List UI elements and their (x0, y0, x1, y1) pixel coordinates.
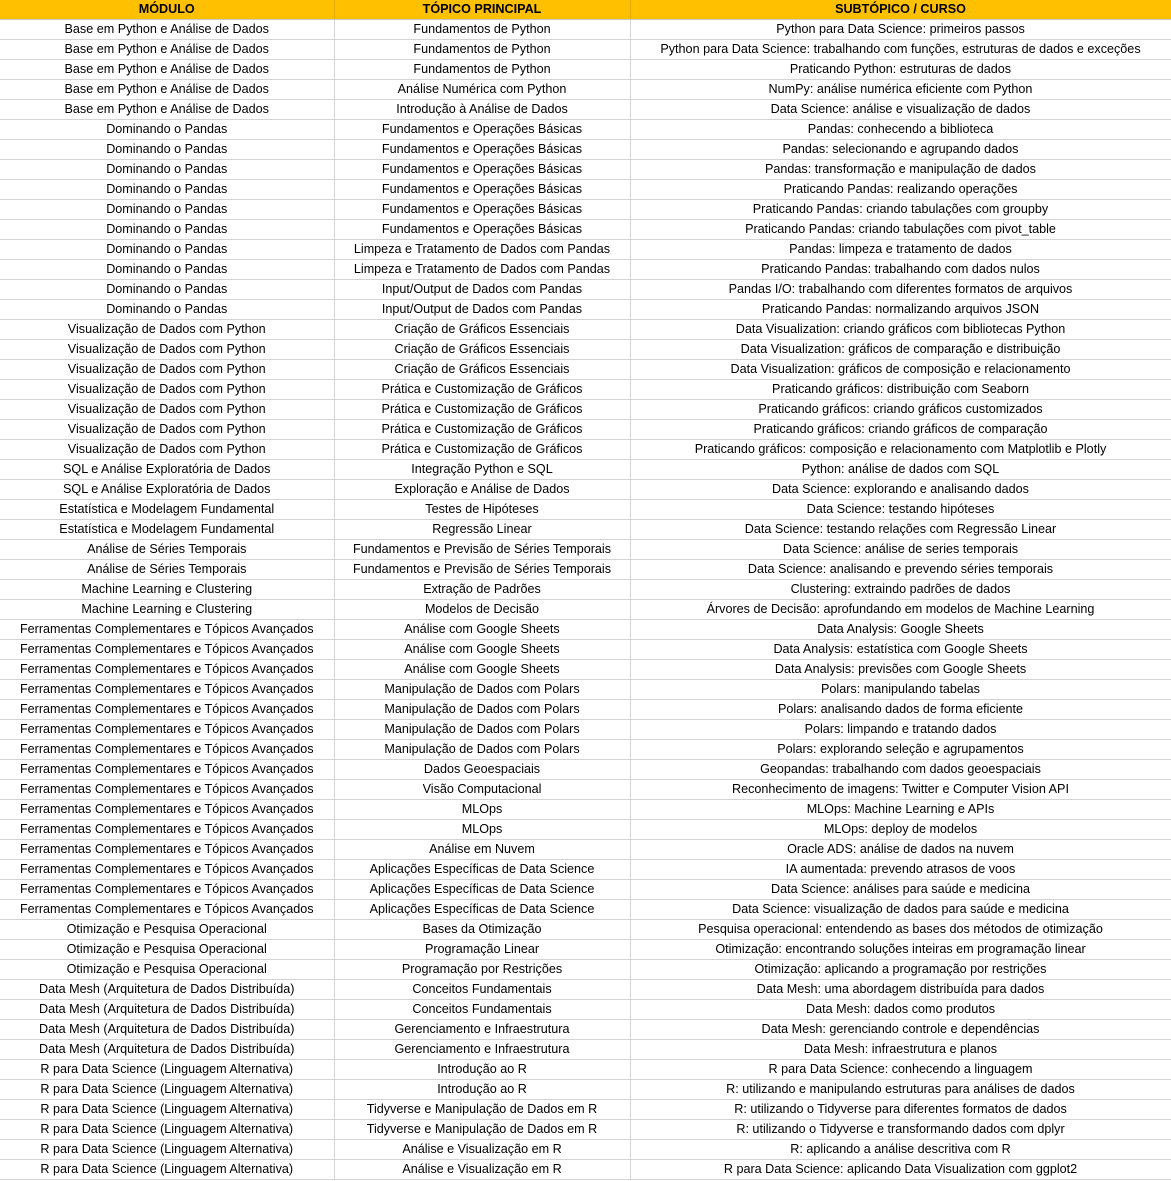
cell-modulo[interactable]: R para Data Science (Linguagem Alternativa) (0, 1060, 334, 1080)
cell-modulo[interactable]: Base em Python e Análise de Dados (0, 100, 334, 120)
cell-topico[interactable]: Extração de Padrões (334, 580, 630, 600)
cell-subtopico[interactable]: Data Science: análises para saúde e medicina (630, 880, 1171, 900)
table-row (0, 1040, 1171, 1060)
cell-topico[interactable]: Aplicações Específicas de Data Science (334, 900, 630, 920)
cell-modulo[interactable]: Ferramentas Complementares e Tópicos Avançados (0, 660, 334, 680)
cell-topico[interactable]: Limpeza e Tratamento de Dados com Pandas (334, 260, 630, 280)
table-row (0, 520, 1171, 540)
table-row (0, 640, 1171, 660)
cell-topico[interactable]: Gerenciamento e Infraestrutura (334, 1020, 630, 1040)
cell-topico[interactable]: Fundamentos e Operações Básicas (334, 220, 630, 240)
table-row (0, 880, 1171, 900)
cell-modulo[interactable]: Data Mesh (Arquitetura de Dados Distribuída) (0, 1040, 334, 1060)
cell-topico[interactable]: Fundamentos e Previsão de Séries Temporais (334, 560, 630, 580)
cell-topico[interactable]: Manipulação de Dados com Polars (334, 720, 630, 740)
table-row (0, 1160, 1171, 1180)
cell-subtopico[interactable]: Data Mesh: gerenciando controle e dependências (630, 1020, 1171, 1040)
cell-topico[interactable]: Prática e Customização de Gráficos (334, 400, 630, 420)
table-row (0, 980, 1171, 1000)
cell-topico[interactable]: Fundamentos de Python (334, 20, 630, 40)
cell-modulo[interactable]: Base em Python e Análise de Dados (0, 80, 334, 100)
cell-modulo[interactable]: Base em Python e Análise de Dados (0, 40, 334, 60)
table-row (0, 360, 1171, 380)
table-row (0, 960, 1171, 980)
table-row (0, 80, 1171, 100)
cell-subtopico[interactable]: Praticando gráficos: criando gráficos customizados (630, 400, 1171, 420)
cell-modulo[interactable]: Machine Learning e Clustering (0, 600, 334, 620)
cell-topico[interactable]: MLOps (334, 800, 630, 820)
header-row (0, 0, 1171, 20)
cell-modulo[interactable]: Dominando o Pandas (0, 280, 334, 300)
cell-topico[interactable]: Análise com Google Sheets (334, 660, 630, 680)
cell-modulo[interactable]: R para Data Science (Linguagem Alternativa) (0, 1140, 334, 1160)
cell-topico[interactable]: Análise com Google Sheets (334, 620, 630, 640)
table-row (0, 40, 1171, 60)
table-row (0, 280, 1171, 300)
table-row (0, 1000, 1171, 1020)
table-row (0, 600, 1171, 620)
table-row (0, 900, 1171, 920)
cell-modulo[interactable]: Ferramentas Complementares e Tópicos Avançados (0, 900, 334, 920)
cell-modulo[interactable]: Análise de Séries Temporais (0, 560, 334, 580)
table-row (0, 320, 1171, 340)
table-row (0, 780, 1171, 800)
table-row (0, 540, 1171, 560)
cell-topico[interactable]: Prática e Customização de Gráficos (334, 380, 630, 400)
cell-modulo[interactable]: Ferramentas Complementares e Tópicos Avançados (0, 640, 334, 660)
table-row (0, 340, 1171, 360)
cell-modulo[interactable]: Visualização de Dados com Python (0, 380, 334, 400)
cell-subtopico[interactable]: Pandas: conhecendo a biblioteca (630, 120, 1171, 140)
cell-subtopico[interactable]: Data Science: análise e visualização de dados (630, 100, 1171, 120)
cell-topico[interactable]: Prática e Customização de Gráficos (334, 420, 630, 440)
table-row (0, 620, 1171, 640)
cell-topico[interactable]: Integração Python e SQL (334, 460, 630, 480)
header-modulo[interactable]: MÓDULO (0, 0, 334, 20)
cell-topico[interactable]: Conceitos Fundamentais (334, 1000, 630, 1020)
cell-topico[interactable]: Fundamentos e Operações Básicas (334, 200, 630, 220)
table-row (0, 800, 1171, 820)
cell-modulo[interactable]: Otimização e Pesquisa Operacional (0, 920, 334, 940)
cell-modulo[interactable]: Otimização e Pesquisa Operacional (0, 960, 334, 980)
cell-modulo[interactable]: Visualização de Dados com Python (0, 400, 334, 420)
table-row (0, 180, 1171, 200)
cell-topico[interactable]: Fundamentos de Python (334, 60, 630, 80)
cell-topico[interactable]: Criação de Gráficos Essenciais (334, 360, 630, 380)
cell-topico[interactable]: Introdução ao R (334, 1060, 630, 1080)
table-row (0, 400, 1171, 420)
cell-topico[interactable]: Aplicações Específicas de Data Science (334, 880, 630, 900)
cell-subtopico[interactable]: Data Science: analisando e prevendo séries temporais (630, 560, 1171, 580)
cell-modulo[interactable]: Data Mesh (Arquitetura de Dados Distribuída) (0, 1000, 334, 1020)
table-row (0, 140, 1171, 160)
cell-modulo[interactable]: R para Data Science (Linguagem Alternativa) (0, 1080, 334, 1100)
cell-modulo[interactable]: Ferramentas Complementares e Tópicos Avançados (0, 620, 334, 640)
cell-modulo[interactable]: Ferramentas Complementares e Tópicos Avançados (0, 800, 334, 820)
table-row (0, 660, 1171, 680)
cell-subtopico[interactable]: Otimização: aplicando a programação por restrições (630, 960, 1171, 980)
cell-modulo[interactable]: Ferramentas Complementares e Tópicos Avançados (0, 720, 334, 740)
cell-topico[interactable]: Fundamentos de Python (334, 40, 630, 60)
table-row (0, 100, 1171, 120)
cell-subtopico[interactable]: IA aumentada: prevendo atrasos de voos (630, 860, 1171, 880)
cell-topico[interactable]: Aplicações Específicas de Data Science (334, 860, 630, 880)
cell-modulo[interactable]: Análise de Séries Temporais (0, 540, 334, 560)
cell-subtopico[interactable]: Data Science: explorando e analisando dados (630, 480, 1171, 500)
cell-topico[interactable]: Gerenciamento e Infraestrutura (334, 1040, 630, 1060)
cell-subtopico[interactable]: Data Mesh: infraestrutura e planos (630, 1040, 1171, 1060)
table-row (0, 680, 1171, 700)
cell-modulo[interactable]: Dominando o Pandas (0, 180, 334, 200)
cell-subtopico[interactable]: R: aplicando a análise descritiva com R (630, 1140, 1171, 1160)
cell-subtopico[interactable]: NumPy: análise numérica eficiente com Python (630, 80, 1171, 100)
cell-subtopico[interactable]: Praticando Pandas: trabalhando com dados nulos (630, 260, 1171, 280)
cell-subtopico[interactable]: Data Analysis: estatística com Google Sheets (630, 640, 1171, 660)
cell-modulo[interactable]: Dominando o Pandas (0, 240, 334, 260)
cell-topico[interactable]: Criação de Gráficos Essenciais (334, 320, 630, 340)
cell-modulo[interactable]: SQL e Análise Exploratória de Dados (0, 480, 334, 500)
table-row (0, 920, 1171, 940)
table-row (0, 1080, 1171, 1100)
cell-topico[interactable]: Fundamentos e Operações Básicas (334, 140, 630, 160)
table-row (0, 20, 1171, 40)
cell-modulo[interactable]: Visualização de Dados com Python (0, 360, 334, 380)
cell-subtopico[interactable]: Clustering: extraindo padrões de dados (630, 580, 1171, 600)
cell-topico[interactable]: Análise em Nuvem (334, 840, 630, 860)
cell-topico[interactable]: MLOps (334, 820, 630, 840)
cell-topico[interactable]: Input/Output de Dados com Pandas (334, 300, 630, 320)
cell-topico[interactable]: Visão Computacional (334, 780, 630, 800)
cell-modulo[interactable]: Ferramentas Complementares e Tópicos Avançados (0, 780, 334, 800)
cell-subtopico[interactable]: Pandas: limpeza e tratamento de dados (630, 240, 1171, 260)
cell-topico[interactable]: Análise com Google Sheets (334, 640, 630, 660)
cell-topico[interactable]: Bases da Otimização (334, 920, 630, 940)
cell-modulo[interactable]: R para Data Science (Linguagem Alternativa) (0, 1100, 334, 1120)
cell-topico[interactable]: Prática e Customização de Gráficos (334, 440, 630, 460)
cell-modulo[interactable]: Dominando o Pandas (0, 200, 334, 220)
cell-modulo[interactable]: Ferramentas Complementares e Tópicos Avançados (0, 820, 334, 840)
table-row (0, 1100, 1171, 1120)
cell-topico[interactable]: Manipulação de Dados com Polars (334, 740, 630, 760)
cell-subtopico[interactable]: Data Mesh: uma abordagem distribuída para dados (630, 980, 1171, 1000)
cell-topico[interactable]: Fundamentos e Operações Básicas (334, 180, 630, 200)
cell-subtopico[interactable]: Praticando Pandas: criando tabulações com groupby (630, 200, 1171, 220)
cell-modulo[interactable]: Visualização de Dados com Python (0, 440, 334, 460)
cell-subtopico[interactable]: Data Science: testando hipóteses (630, 500, 1171, 520)
cell-subtopico[interactable]: Geopandas: trabalhando com dados geoespaciais (630, 760, 1171, 780)
cell-subtopico[interactable]: Data Visualization: criando gráficos com bibliotecas Python (630, 320, 1171, 340)
cell-subtopico[interactable]: R: utilizando e manipulando estruturas para análises de dados (630, 1080, 1171, 1100)
cell-modulo[interactable]: R para Data Science (Linguagem Alternativa) (0, 1120, 334, 1140)
table-row (0, 200, 1171, 220)
cell-modulo[interactable]: Ferramentas Complementares e Tópicos Avançados (0, 760, 334, 780)
cell-subtopico[interactable]: Pandas I/O: trabalhando com diferentes formatos de arquivos (630, 280, 1171, 300)
cell-topico[interactable]: Fundamentos e Previsão de Séries Temporais (334, 540, 630, 560)
cell-subtopico[interactable]: Python: análise de dados com SQL (630, 460, 1171, 480)
cell-subtopico[interactable]: R para Data Science: conhecendo a linguagem (630, 1060, 1171, 1080)
cell-subtopico[interactable]: Praticando Pandas: normalizando arquivos JSON (630, 300, 1171, 320)
cell-subtopico[interactable]: Data Analysis: Google Sheets (630, 620, 1171, 640)
cell-modulo[interactable]: Visualização de Dados com Python (0, 340, 334, 360)
cell-modulo[interactable]: Base em Python e Análise de Dados (0, 20, 334, 40)
cell-topico[interactable]: Manipulação de Dados com Polars (334, 680, 630, 700)
cell-modulo[interactable]: Visualização de Dados com Python (0, 320, 334, 340)
table-row (0, 700, 1171, 720)
cell-subtopico[interactable]: Otimização: encontrando soluções inteiras em programação linear (630, 940, 1171, 960)
cell-modulo[interactable]: Dominando o Pandas (0, 120, 334, 140)
table-row (0, 860, 1171, 880)
cell-modulo[interactable]: Otimização e Pesquisa Operacional (0, 940, 334, 960)
cell-modulo[interactable]: Ferramentas Complementares e Tópicos Avançados (0, 740, 334, 760)
table-row (0, 1120, 1171, 1140)
cell-topico[interactable]: Tidyverse e Manipulação de Dados em R (334, 1120, 630, 1140)
cell-subtopico[interactable]: Pesquisa operacional: entendendo as bases dos métodos de otimização (630, 920, 1171, 940)
table-row (0, 580, 1171, 600)
cell-subtopico[interactable]: Polars: analisando dados de forma eficiente (630, 700, 1171, 720)
cell-modulo[interactable]: R para Data Science (Linguagem Alternativa) (0, 1160, 334, 1180)
cell-topico[interactable]: Dados Geoespaciais (334, 760, 630, 780)
cell-subtopico[interactable]: Python para Data Science: trabalhando com funções, estruturas de dados e exceções (630, 40, 1171, 60)
table-row (0, 1020, 1171, 1040)
cell-subtopico[interactable]: Polars: manipulando tabelas (630, 680, 1171, 700)
cell-subtopico[interactable]: Oracle ADS: análise de dados na nuvem (630, 840, 1171, 860)
cell-modulo[interactable]: Ferramentas Complementares e Tópicos Avançados (0, 840, 334, 860)
table-row (0, 940, 1171, 960)
cell-subtopico[interactable]: Praticando Python: estruturas de dados (630, 60, 1171, 80)
cell-modulo[interactable]: Estatística e Modelagem Fundamental (0, 500, 334, 520)
cell-subtopico[interactable]: Praticando Pandas: realizando operações (630, 180, 1171, 200)
cell-modulo[interactable]: SQL e Análise Exploratória de Dados (0, 460, 334, 480)
cell-subtopico[interactable]: R: utilizando o Tidyverse e transformando dados com dplyr (630, 1120, 1171, 1140)
cell-modulo[interactable]: Visualização de Dados com Python (0, 420, 334, 440)
table-row (0, 820, 1171, 840)
cell-topico[interactable]: Análise e Visualização em R (334, 1140, 630, 1160)
cell-modulo[interactable]: Dominando o Pandas (0, 220, 334, 240)
table-row (0, 160, 1171, 180)
cell-subtopico[interactable]: MLOps: Machine Learning e APIs (630, 800, 1171, 820)
table-row (0, 720, 1171, 740)
cell-topico[interactable]: Introdução ao R (334, 1080, 630, 1100)
cell-topico[interactable]: Fundamentos e Operações Básicas (334, 160, 630, 180)
cell-subtopico[interactable]: Praticando gráficos: composição e relacionamento com Matplotlib e Plotly (630, 440, 1171, 460)
cell-topico[interactable]: Criação de Gráficos Essenciais (334, 340, 630, 360)
cell-topico[interactable]: Exploração e Análise de Dados (334, 480, 630, 500)
cell-subtopico[interactable]: Praticando Pandas: criando tabulações com pivot_table (630, 220, 1171, 240)
cell-subtopico[interactable]: MLOps: deploy de modelos (630, 820, 1171, 840)
cell-topico[interactable]: Conceitos Fundamentais (334, 980, 630, 1000)
table-row (0, 560, 1171, 580)
table-row (0, 1060, 1171, 1080)
table-body (0, 20, 1171, 1180)
cell-subtopico[interactable]: Data Visualization: gráficos de composição e relacionamento (630, 360, 1171, 380)
cell-modulo[interactable]: Data Mesh (Arquitetura de Dados Distribuída) (0, 980, 334, 1000)
table-row (0, 240, 1171, 260)
table-row (0, 440, 1171, 460)
cell-topico[interactable]: Modelos de Decisão (334, 600, 630, 620)
cell-subtopico[interactable]: Data Mesh: dados como produtos (630, 1000, 1171, 1020)
cell-topico[interactable]: Análise Numérica com Python (334, 80, 630, 100)
cell-topico[interactable]: Análise e Visualização em R (334, 1160, 630, 1180)
cell-subtopico[interactable]: Praticando gráficos: criando gráficos de comparação (630, 420, 1171, 440)
cell-subtopico[interactable]: Polars: explorando seleção e agrupamentos (630, 740, 1171, 760)
cell-topico[interactable]: Input/Output de Dados com Pandas (334, 280, 630, 300)
table-row (0, 420, 1171, 440)
cell-modulo[interactable]: Ferramentas Complementares e Tópicos Avançados (0, 680, 334, 700)
table-row (0, 840, 1171, 860)
header-topico-principal[interactable]: TÓPICO PRINCIPAL (334, 0, 630, 20)
cell-subtopico[interactable]: Árvores de Decisão: aprofundando em modelos de Machine Learning (630, 600, 1171, 620)
cell-topico[interactable]: Regressão Linear (334, 520, 630, 540)
table-row (0, 500, 1171, 520)
cell-modulo[interactable]: Ferramentas Complementares e Tópicos Avançados (0, 860, 334, 880)
cell-modulo[interactable]: Data Mesh (Arquitetura de Dados Distribuída) (0, 1020, 334, 1040)
cell-subtopico[interactable]: Data Analysis: previsões com Google Sheets (630, 660, 1171, 680)
cell-modulo[interactable]: Dominando o Pandas (0, 300, 334, 320)
cell-topico[interactable]: Manipulação de Dados com Polars (334, 700, 630, 720)
table-row (0, 480, 1171, 500)
cell-modulo[interactable]: Estatística e Modelagem Fundamental (0, 520, 334, 540)
table-row (0, 760, 1171, 780)
header-subtopico-curso[interactable]: SUBTÓPICO / CURSO (630, 0, 1171, 20)
cell-subtopico[interactable]: R para Data Science: aplicando Data Visualization com ggplot2 (630, 1160, 1171, 1180)
cell-subtopico[interactable]: Data Science: testando relações com Regressão Linear (630, 520, 1171, 540)
table-row (0, 380, 1171, 400)
cell-subtopico[interactable]: R: utilizando o Tidyverse para diferentes formatos de dados (630, 1100, 1171, 1120)
cell-subtopico[interactable]: Pandas: transformação e manipulação de dados (630, 160, 1171, 180)
table-row (0, 120, 1171, 140)
cell-topico[interactable]: Fundamentos e Operações Básicas (334, 120, 630, 140)
table-row (0, 220, 1171, 240)
cell-subtopico[interactable]: Data Science: visualização de dados para saúde e medicina (630, 900, 1171, 920)
cell-topico[interactable]: Programação por Restrições (334, 960, 630, 980)
cell-topico[interactable]: Introdução à Análise de Dados (334, 100, 630, 120)
cell-topico[interactable]: Tidyverse e Manipulação de Dados em R (334, 1100, 630, 1120)
cell-modulo[interactable]: Dominando o Pandas (0, 260, 334, 280)
table-row (0, 1140, 1171, 1160)
table-row (0, 300, 1171, 320)
cell-subtopico[interactable]: Polars: limpando e tratando dados (630, 720, 1171, 740)
cell-modulo[interactable]: Dominando o Pandas (0, 160, 334, 180)
cell-modulo[interactable]: Ferramentas Complementares e Tópicos Avançados (0, 700, 334, 720)
cell-subtopico[interactable]: Reconhecimento de imagens: Twitter e Computer Vision API (630, 780, 1171, 800)
cell-modulo[interactable]: Ferramentas Complementares e Tópicos Avançados (0, 880, 334, 900)
cell-subtopico[interactable]: Data Science: análise de series temporais (630, 540, 1171, 560)
cell-topico[interactable]: Testes de Hipóteses (334, 500, 630, 520)
cell-modulo[interactable]: Machine Learning e Clustering (0, 580, 334, 600)
cell-topico[interactable]: Limpeza e Tratamento de Dados com Pandas (334, 240, 630, 260)
cell-subtopico[interactable]: Python para Data Science: primeiros passos (630, 20, 1171, 40)
table-row (0, 260, 1171, 280)
cell-subtopico[interactable]: Pandas: selecionando e agrupando dados (630, 140, 1171, 160)
table-row (0, 460, 1171, 480)
table-row (0, 740, 1171, 760)
cell-subtopico[interactable]: Data Visualization: gráficos de comparação e distribuição (630, 340, 1171, 360)
cell-modulo[interactable]: Base em Python e Análise de Dados (0, 60, 334, 80)
table-row (0, 60, 1171, 80)
cell-modulo[interactable]: Dominando o Pandas (0, 140, 334, 160)
cell-topico[interactable]: Programação Linear (334, 940, 630, 960)
cell-subtopico[interactable]: Praticando gráficos: distribuição com Seaborn (630, 380, 1171, 400)
